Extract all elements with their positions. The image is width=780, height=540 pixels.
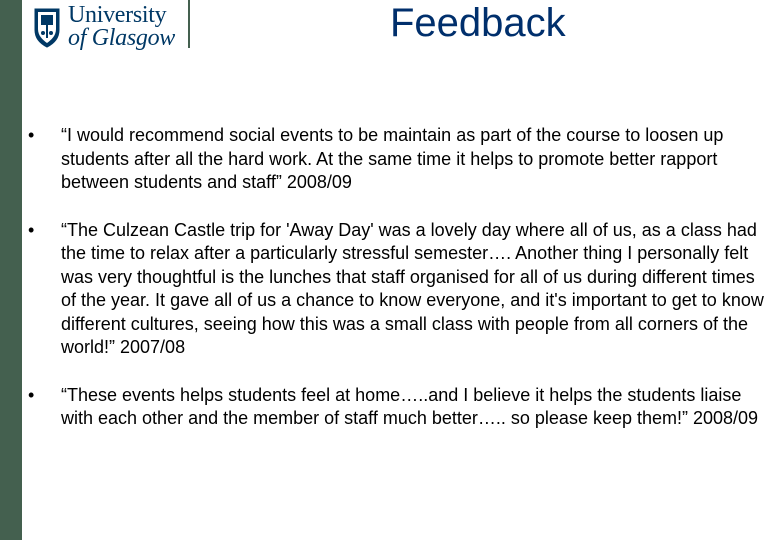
bullet-marker: • <box>28 219 35 240</box>
feedback-quote: “These events helps students feel at home…..and I believe it helps the students liaise with each other and the member of staff much better….. so please keep them!” 2008/09 <box>61 384 759 428</box>
left-accent-bar <box>0 0 22 540</box>
bullet-marker: • <box>28 384 35 405</box>
university-crest-icon <box>34 8 60 48</box>
feedback-list <box>28 124 773 455</box>
feedback-item <box>28 219 773 360</box>
feedback-item <box>28 124 773 195</box>
feedback-quote: “I would recommend social events to be maintain as part of the course to loosen up students after all the hard work. At the same time it helps to promote better rapport between students and staff” 2008/09 <box>61 125 724 192</box>
university-logo <box>34 2 184 54</box>
bullet-marker: • <box>28 125 35 145</box>
feedback-item <box>28 384 773 431</box>
logo-wordmark <box>68 4 175 50</box>
logo-line-1: University <box>68 2 167 28</box>
page-title: Feedback <box>390 1 566 45</box>
logo-line-2: of Glasgow <box>68 25 176 51</box>
feedback-quote: “The Culzean Castle trip for 'Away Day' was a lovely day where all of us, as a class had the time to relax after a particularly stressful semester…. Another thing I personally felt was very thoughtful is the lunches that staff organised for all of us during different times of the year. It gave all of us a chance to know everyone, and it's important to get to know different cultures, seeing how this was a small class with people from all corners of the world!” 2007/08 <box>61 219 764 357</box>
